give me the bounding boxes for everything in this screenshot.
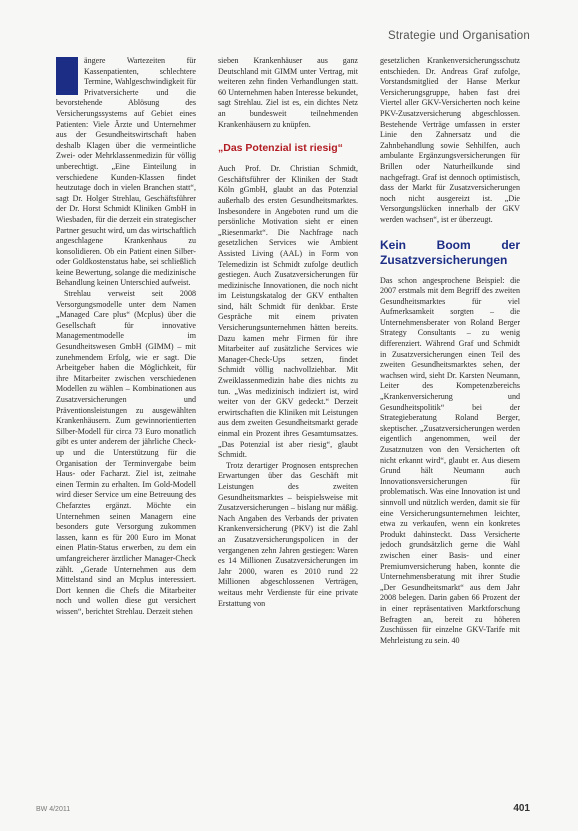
article-paragraph: ängere Wartezeiten für Kassenpatienten, schlechtere Termine, Wahlgeschwindigkeit für Privatversicherte und die bevorstehende Ablösung des Versicherungssystems auf Gebiet eines Patienten: Viele Ärzte und Unternehmer aus der Gesundheitswirtschaft haben deshalb Klagen über die vermeintliche Zwei- oder Mehrklassenmedizin für völlig unberechtigt. „Eine Einteilung in verschiedene Kunden-Klassen findet heutzutage doch in vielen Branchen statt“, sagt Dr. Holger Strehlau, Geschäftsführer der Dr. Horst Schmidt Kliniken GmbH in Wiesbaden, für die derzeit ein strategischer Partner gesucht wird, um das wirtschaftlich angeschlagene Krankenhaus zu konsolidieren. Ob ein Patient einen Silber- oder Goldkostenstatus habe, sei schließlich keine Bewertung, solange die medizinische Behandlung keinen Unterschied aufweist. [56,56,196,288]
article-paragraph: Strehlau verweist seit 2008 Versorgungsmodelle unter dem Namen „Managed Care plus“ (Mcplus) über die Gesellschaft für innovative Managementmodelle im Gesundheitswesen GmbH (GIMM) – mit zunehmendem Erfolg, wie er sagt. Die Arbeitgeber haben die Möglichkeit, für ihre Mitarbeiter zwischen verschiedenen Modellen zu wählen – Kombinationen aus Zusatzversicherungen und Präventionsleistungen zu ausgewählten Krankenhäusern. Zum gewinnorientierten Silber-Modell für circa 73 Euro monatlich gibt es unter anderem der jährliche Check-up und die Unterstützung für die Organisation der Terminvergabe beim Haus- oder Facharzt. Ziel ist, zeitnahe einen Termin zu erhalten. Im Gold-Modell wird dieser Service um eine Betreuung des Chefarztes ergänzt. Möchte ein Unternehmen seinen Managern eine besonders gute Versorgung zukommen lassen, kann es für 200 Euro im Monat einen Platin-Status erwerben, zu dem ein umfangreicherer ärztlicher Manager-Check zählt. „Gerade Unternehmen aus dem Mittelstand sind an Mcplus interessiert. Dort kennen die Chefs die Mitarbeiter noch und wollen diese gut versichert wissen“, berichtet Strehlau. Derzeit stehen [56,289,196,616]
subheading-potenzial: „Das Potenzial ist riesig“ [218,142,343,155]
article-paragraph: Auch Prof. Dr. Christian Schmidt, Geschäftsführer der Kliniken der Stadt Köln gGmbH, glaubt an das Potenzial außerhalb des ersten Gesundheitsmarktes. Insbesondere in Angeboten rund um die persönliche Motivation sieht er einen „Riesenmarkt“. Die Nachfrage nach gesetzlichen Services wie Ambient Assisted Living (AAL) in Form von Telemedizin ist Schmidt zufolge deutlich gestiegen. Auch Zusatzversicherungen für medizinische Innovationen, die noch nicht im Leistungskatalog der GKV enthalten sind, hält Schmidt für denkbar. Erste Gespräche mit einem privaten Versicherungsunternehmen hätten bereits. Dazu kamen mehr Firmen für ihre Mitarbeiter auf zusätzliche Services wie Manager-Check-Ups setzen, findet Schmidt völlig nachvollziehbar. Mit Zweiklassenmedizin habe dies nichts zu tun. „Was medizinisch indiziert ist, wird weiter von der GKV gedeckt.“ Derzeit erwirtschaften die Kliniken mit Leistungen aus dem zweiten Gesundheitsmarkt gerade einmal ein Prozent ihres Gesamtumsatzes. „Das Potenzial ist aber riesig“, glaubt Schmidt. [218,164,358,460]
section-header: Strategie und Organisation [387,30,530,42]
page-number: 401 [513,803,530,814]
article-paragraph: sieben Krankenhäuser aus ganz Deutschland mit GIMM unter Vertrag, mit weiteren zehn finden Verhandlungen statt. 60 Unternehmen haben Interesse bekundet, sagt Strehlau. Ziel ist es, ein dichtes Netz an bundesweit teilnehmenden Krankenhäusern zu knüpfen. [218,56,358,129]
heading-kein-boom: Kein Boom der Zusatzversicherungen [380,237,520,267]
article-paragraph: Trotz derartiger Prognosen entsprechen Erwartungen über das Geschäft mit Leistungen des zweiten Gesundheitsmarktes – beispielsweise mit Zusatzversicherungen – bislang nur mäßig. Nach Angaben des Verbands der privaten Krankenversicherung (PKV) ist die Zahl an Zusatzversicherungspolicen in der vergangenen zehn Jahren gestiegen: Waren es 14 Millionen Zusatzversicherungen im Jahr 2000, waren es 2010 rund 22 Millionen abgeschlossenen Verträgen, weitaus mehr Verdienste für eine private Erstattung von [218,460,358,608]
article-paragraph: gesetzlichen Krankenversicherungsschutz entschieden. Dr. Andreas Graf zufolge, Vorstandsmitglied der Hanse Merkur Versicherungsgruppe, haben fast drei Viertel aller GKV-Versicherten noch keine PKV-Zusatzversicherung abgeschlossen. Bestehende Verträge umfassen in erster Linie den Zahnersatz und die Zahnbehandlung sowie Sehhilfen, auch ambulante Ergänzungsversicherungen für Brillen oder Naturheilkunde sind nachgefragt. Graf ist dennoch optimistisch, dass der Markt für Zusatzversicherungen noch nicht ausgereizt ist. „Die Versorgungslücken innerhalb der GKV werden wachsen“, ist er überzeugt. [380,56,520,224]
publication-info: BW 4/2011 [36,806,71,813]
article-column-3 [380,56,520,789]
article-paragraph: Das schon angesprochene Beispiel: die 2007 erstmals mit dem Begriff des zweiten Gesundheitsmarktes für viel Aufmerksamkeit sorgten – die Unternehmensberater von Roland Berger Strategy Consultants – zu wenig differenziert. Während Graf und Schmidt in Zusatzversicherungen einen Teil des zweiten Gesundheitsmarktes sehen, der wachsen wird, sieht Dr. Karsten Neumann, Leiter des Kompetenzbereichs „Krankenversicherung und Gesundheitspolitik“ bei der Strategieberatung Roland Berger, skeptischer. „Zusatzversicherungen werden eigentlich angenommen, weil der Zusatznutzen von den Versicherten oft nicht erkannt wird“, glaubt er. Aus diesem Grund hält Neumann auch Innovationsversicherungen für problematisch. Was eine Innovation ist und sinnvoll und nützlich werden, damit sie für eine Versicherungsunternehmen leichter, etwa zu verkaufen, wenn ein konkretes Produkt dahinsteckt. Dass Versicherte jedoch grundsätzlich gerne die Wahl zwischen einer Basis- und einer Premiumversicherung haben, konnte die Unternehmensberatung mit ihrer Studie „Der Gesundheitsmarkt“ aus dem Jahr 2008 belegen. Darin gaben 66 Prozent der in einer repräsentativen Marktforschung Befragten an, bereit zu höheren Zuschüssen für einzelne GKV-Tarife mit Mehrleistung zu sein. 40 [380,275,520,645]
article-column-1 [56,56,196,789]
article-column-2 [218,56,358,789]
drop-cap [56,57,78,95]
